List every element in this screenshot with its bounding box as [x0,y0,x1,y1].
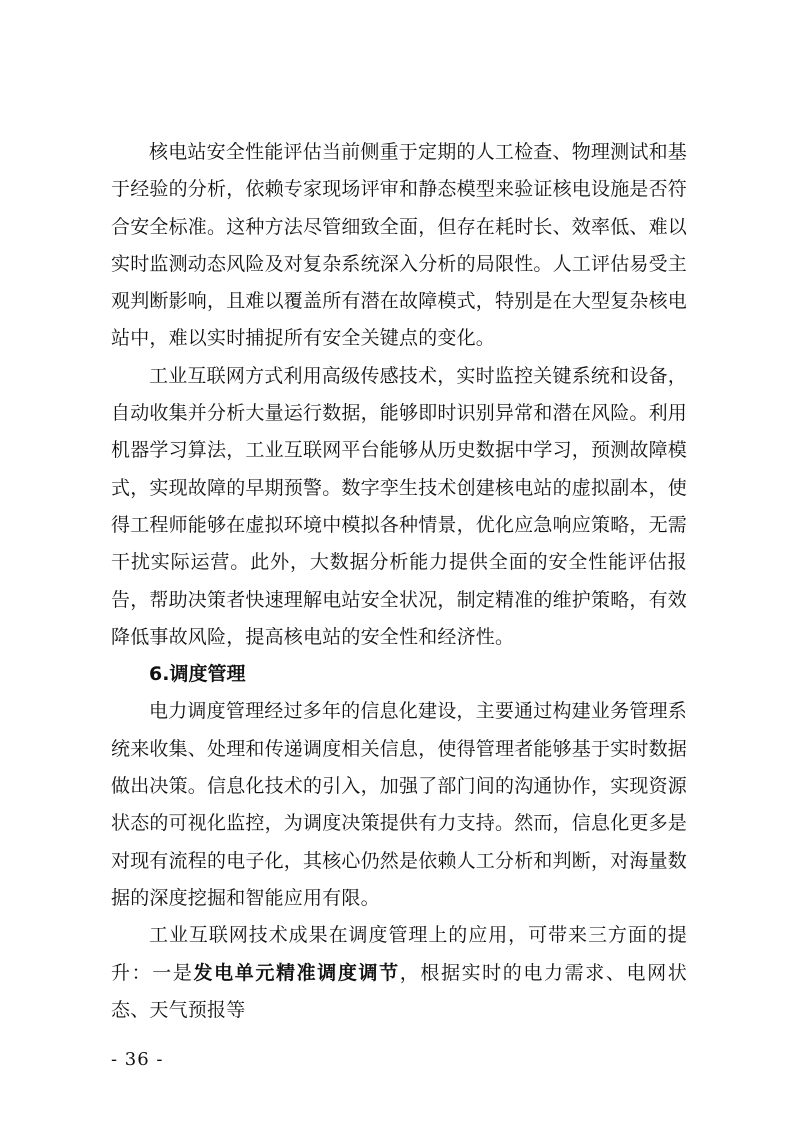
paragraph-dispatch-informatization: 电力调度管理经过多年的信息化建设，主要通过构建业务管理系统来收集、处理和传递调度相关信息，使得管理者能够基于实时数据做出决策。信息化技术的引入，加强了部门间的沟通协作，实现资源状态的可视化监控，为调度决策提供有力支持。然而，信息化更多是对现有流程的电子化，其核心仍然是依赖人工分析和判断，对海量数据的深度挖掘和智能应用有限。 [111,700,688,909]
page-number: - 36 - [111,1049,164,1070]
body-text [111,134,687,1029]
paragraph-dispatch-improvements [111,917,687,1029]
paragraph-text-end: ，根据实时的电力需求、电网状态、天气预报等 [111,961,687,1021]
paragraph-safety-assessment: 核电站安全性能评估当前侧重于定期的人工检查、物理测试和基于经验的分析，依赖专家现场评审和静态模型来验证核电设施是否符合安全标准。这种方法尽管细致全面，但存在耗时长、效率低、难以实时监测动态风险及对复杂系统深入分析的局限性。人工评估易受主观判断影响，且难以覆盖所有潜在故障模式，特别是在大型复杂核电站中，难以实时捕捉所有安全关键点的变化。 [111,141,688,350]
paragraph-industrial-internet-approach: 工业互联网方式利用高级传感技术，实时监控关键系统和设备，自动收集并分析大量运行数据，能够即时识别异常和潜在风险。利用机器学习算法，工业互联网平台能够从历史数据中学习，预测故障模式，实现故障的早期预警。数字孪生技术创建核电站的虚拟副本，使得工程师能够在虚拟环境中模拟各种情景，优化应急响应策略，无需干扰实际运营。此外，大数据分析能力提供全面的安全性能评估报告，帮助决策者快速理解电站安全状况，制定精准的维护策略，有效降低事故风险，提高核电站的安全性和经济性。 [111,364,688,648]
section-heading-dispatch-management: 6.调度管理 [149,663,246,686]
paragraph-text-start: 工业互联网技术成果在调度管理上的应用，可带来三方面的提升：一是 [111,924,687,984]
bold-phrase: 发电单元精准调度调节 [193,961,400,984]
